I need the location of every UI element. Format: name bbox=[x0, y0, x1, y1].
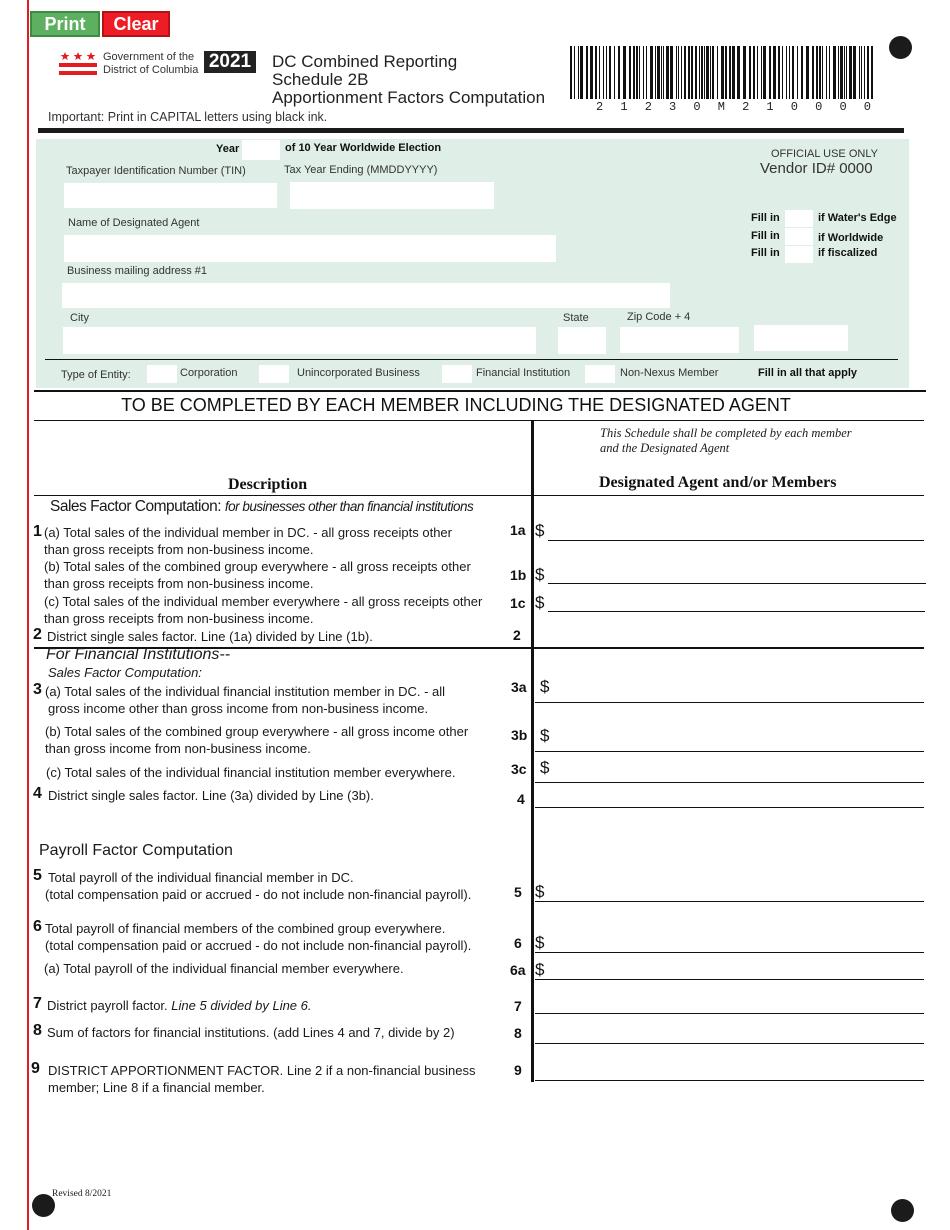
line-5-number: 5 bbox=[33, 867, 42, 884]
city-label: City bbox=[70, 312, 89, 324]
barcode-bar bbox=[737, 46, 740, 99]
non-nexus-checkbox[interactable] bbox=[585, 365, 615, 383]
waters-edge-label: if Water's Edge bbox=[818, 212, 897, 224]
fill-all-label: Fill in all that apply bbox=[758, 367, 858, 379]
barcode-bar bbox=[688, 46, 690, 99]
barcode-bar bbox=[871, 46, 873, 99]
barcode-bar bbox=[646, 46, 647, 99]
print-button[interactable]: Print bbox=[30, 11, 100, 37]
barcode-digit: 0 bbox=[815, 100, 823, 114]
fill-in-label: Fill in bbox=[751, 230, 780, 242]
line-5-dollar: $ bbox=[535, 882, 545, 901]
line-1c-text: (c) Total sales of the individual member everywhere - all gross receipts other than gross receipts from non-business income. bbox=[44, 594, 483, 626]
zip-label: Zip Code + 4 bbox=[627, 311, 691, 323]
barcode-bar bbox=[629, 46, 631, 99]
banner-top-rule bbox=[34, 390, 926, 392]
barcode-bar bbox=[801, 46, 803, 99]
barcode-bar bbox=[681, 46, 682, 99]
banner-bottom-rule bbox=[34, 420, 924, 421]
agent-name-label: Name of Designated Agent bbox=[68, 217, 200, 229]
registration-mark-top-right bbox=[889, 36, 912, 59]
barcode-bar bbox=[806, 46, 809, 99]
barcode-bar bbox=[701, 46, 703, 99]
barcode-bar bbox=[853, 46, 856, 99]
barcode-bar bbox=[826, 46, 827, 99]
barcode-bar bbox=[838, 46, 839, 99]
barcode-bar bbox=[859, 46, 860, 99]
barcode-bar bbox=[623, 46, 626, 99]
sales-heading: Sales Factor Computation: for businesses other than financial institutions bbox=[50, 498, 474, 515]
barcode-bar bbox=[609, 46, 611, 99]
barcode-bar bbox=[833, 46, 836, 99]
unincorporated-checkbox[interactable] bbox=[259, 365, 289, 383]
zip-input[interactable] bbox=[620, 327, 739, 353]
barcode-bar bbox=[725, 46, 727, 99]
barcode-bar bbox=[717, 46, 718, 99]
tin-input[interactable] bbox=[64, 183, 277, 208]
barcode-bar bbox=[666, 46, 669, 99]
form-title: DC Combined Reporting Schedule 2B Apportionment Factors Computation bbox=[272, 52, 546, 107]
barcode-bar bbox=[769, 46, 771, 99]
line-6-code: 6 bbox=[514, 935, 522, 951]
barcode-digit: 0 bbox=[790, 100, 798, 114]
entity-divider bbox=[45, 359, 898, 360]
line-1a-code: 1a bbox=[510, 522, 526, 538]
barcode-digit: 3 bbox=[669, 100, 677, 114]
line-9-code: 9 bbox=[514, 1062, 522, 1078]
line-4-input[interactable] bbox=[535, 807, 924, 808]
line-2-code: 2 bbox=[513, 627, 521, 643]
line-1b-dollar: $ bbox=[535, 565, 545, 584]
header-divider bbox=[38, 128, 904, 133]
line-4-code: 4 bbox=[517, 791, 525, 807]
line-2-text: District single sales factor. Line (1a) divided by Line (1b). bbox=[47, 629, 373, 644]
payroll-heading: Payroll Factor Computation bbox=[39, 842, 233, 859]
barcode-bar bbox=[636, 46, 638, 99]
barcode-bar bbox=[729, 46, 731, 99]
barcode-bar bbox=[657, 46, 660, 99]
line-7-text: District payroll factor. Line 5 divided by Line 6. bbox=[47, 998, 312, 1013]
barcode-bar bbox=[639, 46, 640, 99]
official-use-label: OFFICIAL USE ONLY bbox=[771, 148, 878, 160]
line-3b-text: (b) Total sales of the combined group everywhere - all gross income other than gross income from non-business income. bbox=[45, 724, 469, 756]
barcode-bar bbox=[670, 46, 673, 99]
barcode-icon bbox=[570, 46, 875, 102]
barcode-bar bbox=[663, 46, 664, 99]
barcode-digit: M bbox=[717, 100, 725, 114]
barcode-bar bbox=[614, 46, 615, 99]
line-7-code: 7 bbox=[514, 998, 522, 1014]
barcode-bar bbox=[864, 46, 865, 99]
line-8-code: 8 bbox=[514, 1025, 522, 1041]
barcode-bar bbox=[778, 46, 780, 99]
line-5-text: Total payroll of the individual financial member in DC. (total compensation paid or accrued - do not include non-financial payroll). bbox=[45, 870, 472, 902]
barcode-bar bbox=[599, 46, 600, 99]
barcode-bar bbox=[849, 46, 852, 99]
barcode-bar bbox=[844, 46, 845, 99]
line-8-text: Sum of factors for financial institutions. (add Lines 4 and 7, divide by 2) bbox=[47, 1025, 455, 1040]
barcode-bar bbox=[684, 46, 686, 99]
instructions-text: Important: Print in CAPITAL letters using black ink. bbox=[48, 110, 328, 124]
barcode-bar bbox=[590, 46, 593, 99]
waters-edge-checkbox[interactable] bbox=[785, 210, 813, 227]
line-1a-dollar: $ bbox=[535, 521, 545, 540]
barcode-bar bbox=[822, 46, 823, 99]
line-3b-dollar: $ bbox=[540, 726, 550, 745]
barcode-bar bbox=[706, 46, 709, 99]
barcode-number bbox=[596, 100, 871, 114]
unincorporated-label: Unincorporated Business bbox=[297, 367, 420, 379]
line-6-input[interactable] bbox=[535, 952, 924, 953]
year-label: Year bbox=[216, 143, 240, 155]
line-1c-dollar: $ bbox=[535, 593, 545, 612]
corporation-checkbox[interactable] bbox=[147, 365, 177, 383]
barcode-bar bbox=[710, 46, 711, 99]
financial-institution-label: Financial Institution bbox=[476, 367, 571, 379]
line-6a-input[interactable] bbox=[535, 979, 924, 980]
line-1b-code: 1b bbox=[510, 567, 527, 583]
city-input[interactable] bbox=[63, 327, 536, 354]
barcode-bar bbox=[676, 46, 677, 99]
line-3c-code: 3c bbox=[511, 761, 527, 777]
address-input[interactable] bbox=[62, 283, 670, 308]
line-5-code: 5 bbox=[514, 884, 522, 900]
barcode-bar bbox=[704, 46, 705, 99]
line-3a-input[interactable] bbox=[535, 702, 924, 703]
state-input[interactable] bbox=[558, 327, 606, 354]
barcode-digit: 2 bbox=[644, 100, 652, 114]
barcode-bar bbox=[633, 46, 635, 99]
barcode-bar bbox=[812, 46, 814, 99]
barcode-bar bbox=[743, 46, 746, 99]
worldwide-label: if Worldwide bbox=[818, 232, 884, 244]
barcode-digit: 0 bbox=[839, 100, 847, 114]
line-1a-input[interactable] bbox=[548, 540, 924, 541]
barcode-bar bbox=[618, 46, 620, 99]
barcode-bar bbox=[792, 46, 794, 99]
barcode-bar bbox=[691, 46, 693, 99]
barcode-bar bbox=[867, 46, 869, 99]
line-1b-text: (b) Total sales of the combined group everywhere - all gross receipts other than gross receipts from non-business income. bbox=[44, 559, 471, 591]
entity-type-label: Type of Entity: bbox=[61, 369, 131, 381]
dc-flag-icon bbox=[59, 51, 97, 77]
fill-in-label: Fill in bbox=[751, 212, 780, 224]
line-6a-code: 6a bbox=[510, 962, 526, 978]
line-1b-input[interactable] bbox=[548, 583, 926, 584]
zip-extension-input[interactable] bbox=[754, 325, 848, 351]
revised-date: Revised 8/2021 bbox=[52, 1189, 112, 1199]
line-3b-input[interactable] bbox=[535, 751, 924, 752]
line-8-input[interactable] bbox=[535, 1043, 924, 1044]
line-3-number: 3 bbox=[33, 681, 42, 698]
barcode-bar bbox=[650, 46, 653, 99]
barcode-bar bbox=[732, 46, 735, 99]
barcode-bar bbox=[603, 46, 604, 99]
line-6a-dollar: $ bbox=[535, 960, 545, 979]
tax-year-ending-input[interactable] bbox=[290, 182, 494, 209]
line-7-number: 7 bbox=[33, 995, 42, 1012]
barcode-bar bbox=[763, 46, 766, 99]
barcode-bar bbox=[570, 46, 572, 99]
barcode-digit: 2 bbox=[742, 100, 750, 114]
line-5-input[interactable] bbox=[535, 901, 924, 902]
agent-members-heading: Designated Agent and/or Members bbox=[599, 474, 837, 491]
line-4-text: District single sales factor. Line (3a) divided by Line (3b). bbox=[48, 788, 374, 803]
barcode-bar bbox=[661, 46, 662, 99]
barcode-bar bbox=[797, 46, 798, 99]
line-6-text: Total payroll of financial members of the combined group everywhere. (total compensation paid or accrued - do not include non-financial payroll). bbox=[45, 921, 472, 953]
barcode-bar bbox=[574, 46, 575, 99]
line-3a-code: 3a bbox=[511, 679, 527, 695]
barcode-digit: 1 bbox=[620, 100, 628, 114]
line-6-dollar: $ bbox=[535, 933, 545, 952]
barcode-bar bbox=[789, 46, 790, 99]
barcode-bar bbox=[595, 46, 597, 99]
worldwide-checkbox[interactable] bbox=[785, 228, 813, 245]
line-9-input[interactable] bbox=[535, 1080, 924, 1081]
barcode-bar bbox=[846, 46, 847, 99]
barcode-bar bbox=[819, 46, 821, 99]
barcode-bar bbox=[712, 46, 714, 99]
tax-year-badge: 2021 bbox=[204, 51, 256, 73]
tin-label: Taxpayer Identification Number (TIN) bbox=[66, 165, 246, 177]
column-divider bbox=[531, 420, 534, 1082]
barcode-digit: 1 bbox=[766, 100, 774, 114]
line-6-number: 6 bbox=[33, 918, 42, 935]
barcode-digit: 2 bbox=[596, 100, 604, 114]
financial-heading: For Financial Institutions-- bbox=[46, 646, 231, 663]
line-3a-text: (a) Total sales of the individual financial institution member in DC. - all gross income other than gross income from non-business income. bbox=[45, 684, 446, 716]
fill-in-label: Fill in bbox=[751, 247, 780, 259]
barcode-bar bbox=[721, 46, 724, 99]
barcode-bar bbox=[749, 46, 751, 99]
line-7-input[interactable] bbox=[535, 1013, 924, 1014]
financial-subheading: Sales Factor Computation: bbox=[48, 665, 202, 680]
barcode-bar bbox=[861, 46, 862, 99]
barcode-bar bbox=[695, 46, 697, 99]
clear-button[interactable]: Clear bbox=[102, 11, 170, 37]
barcode-bar bbox=[782, 46, 783, 99]
banner-heading: TO BE COMPLETED BY EACH MEMBER INCLUDING THE DESIGNATED AGENT bbox=[121, 395, 791, 415]
barcode-bar bbox=[829, 46, 830, 99]
corporation-label: Corporation bbox=[180, 367, 238, 379]
barcode-bar bbox=[699, 46, 700, 99]
barcode-bar bbox=[655, 46, 656, 99]
line-9-text: DISTRICT APPORTIONMENT FACTOR. Line 2 if a non-financial business member; Line 8 if a financial member. bbox=[48, 1063, 476, 1095]
barcode-bar bbox=[678, 46, 679, 99]
barcode-bar bbox=[773, 46, 776, 99]
barcode-digit: 0 bbox=[863, 100, 871, 114]
agent-name-input[interactable] bbox=[64, 235, 556, 262]
fiscalized-label: if fiscalized bbox=[818, 247, 878, 259]
line-1-number: 1 bbox=[33, 523, 42, 540]
address-label: Business mailing address #1 bbox=[67, 265, 208, 277]
barcode-bar bbox=[578, 46, 579, 99]
line-1c-code: 1c bbox=[510, 595, 526, 611]
line-8-number: 8 bbox=[33, 1022, 42, 1039]
vendor-id: Vendor ID# 0000 bbox=[760, 160, 873, 177]
registration-mark-bottom-right bbox=[891, 1199, 914, 1222]
schedule-note: This Schedule shall be completed by each member and the Designated Agent bbox=[600, 426, 852, 455]
barcode-bar bbox=[586, 46, 588, 99]
barcode-digit: 0 bbox=[693, 100, 701, 114]
barcode-bar bbox=[753, 46, 755, 99]
line-3a-dollar: $ bbox=[540, 677, 550, 696]
non-nexus-label: Non-Nexus Member bbox=[620, 367, 719, 379]
line-1c-input[interactable] bbox=[548, 611, 925, 612]
election-year-input[interactable] bbox=[242, 140, 280, 160]
barcode-bar bbox=[786, 46, 787, 99]
barcode-bar bbox=[761, 46, 762, 99]
barcode-bar bbox=[757, 46, 758, 99]
column-header-rule bbox=[34, 495, 924, 496]
line-1a-text: (a) Total sales of the individual member in DC. - all gross receipts other than gross receipts from non-business income. bbox=[44, 525, 452, 557]
barcode-bar bbox=[580, 46, 583, 99]
description-heading: Description bbox=[228, 476, 308, 493]
left-margin-line bbox=[27, 0, 29, 1230]
election-label: of 10 Year Worldwide Election bbox=[285, 142, 442, 154]
line-3b-code: 3b bbox=[511, 727, 528, 743]
government-label: Government of the District of Columbia bbox=[103, 51, 199, 76]
barcode-bar bbox=[816, 46, 818, 99]
financial-institution-checkbox[interactable] bbox=[442, 365, 472, 383]
line-9-number: 9 bbox=[31, 1060, 40, 1077]
barcode-bar bbox=[606, 46, 607, 99]
state-label: State bbox=[563, 312, 589, 324]
line-3c-dollar: $ bbox=[540, 758, 550, 777]
line-6a-text: (a) Total payroll of the individual financial member everywhere. bbox=[44, 961, 404, 976]
barcode-bar bbox=[643, 46, 644, 99]
line-3c-input[interactable] bbox=[535, 782, 924, 783]
fiscalized-checkbox[interactable] bbox=[785, 246, 813, 263]
line-3c-text: (c) Total sales of the individual financial institution member everywhere. bbox=[46, 765, 456, 780]
tax-year-ending-label: Tax Year Ending (MMDDYYYY) bbox=[284, 164, 438, 176]
line-4-number: 4 bbox=[33, 785, 42, 802]
line-2-number: 2 bbox=[33, 626, 42, 643]
barcode-bar bbox=[840, 46, 843, 99]
